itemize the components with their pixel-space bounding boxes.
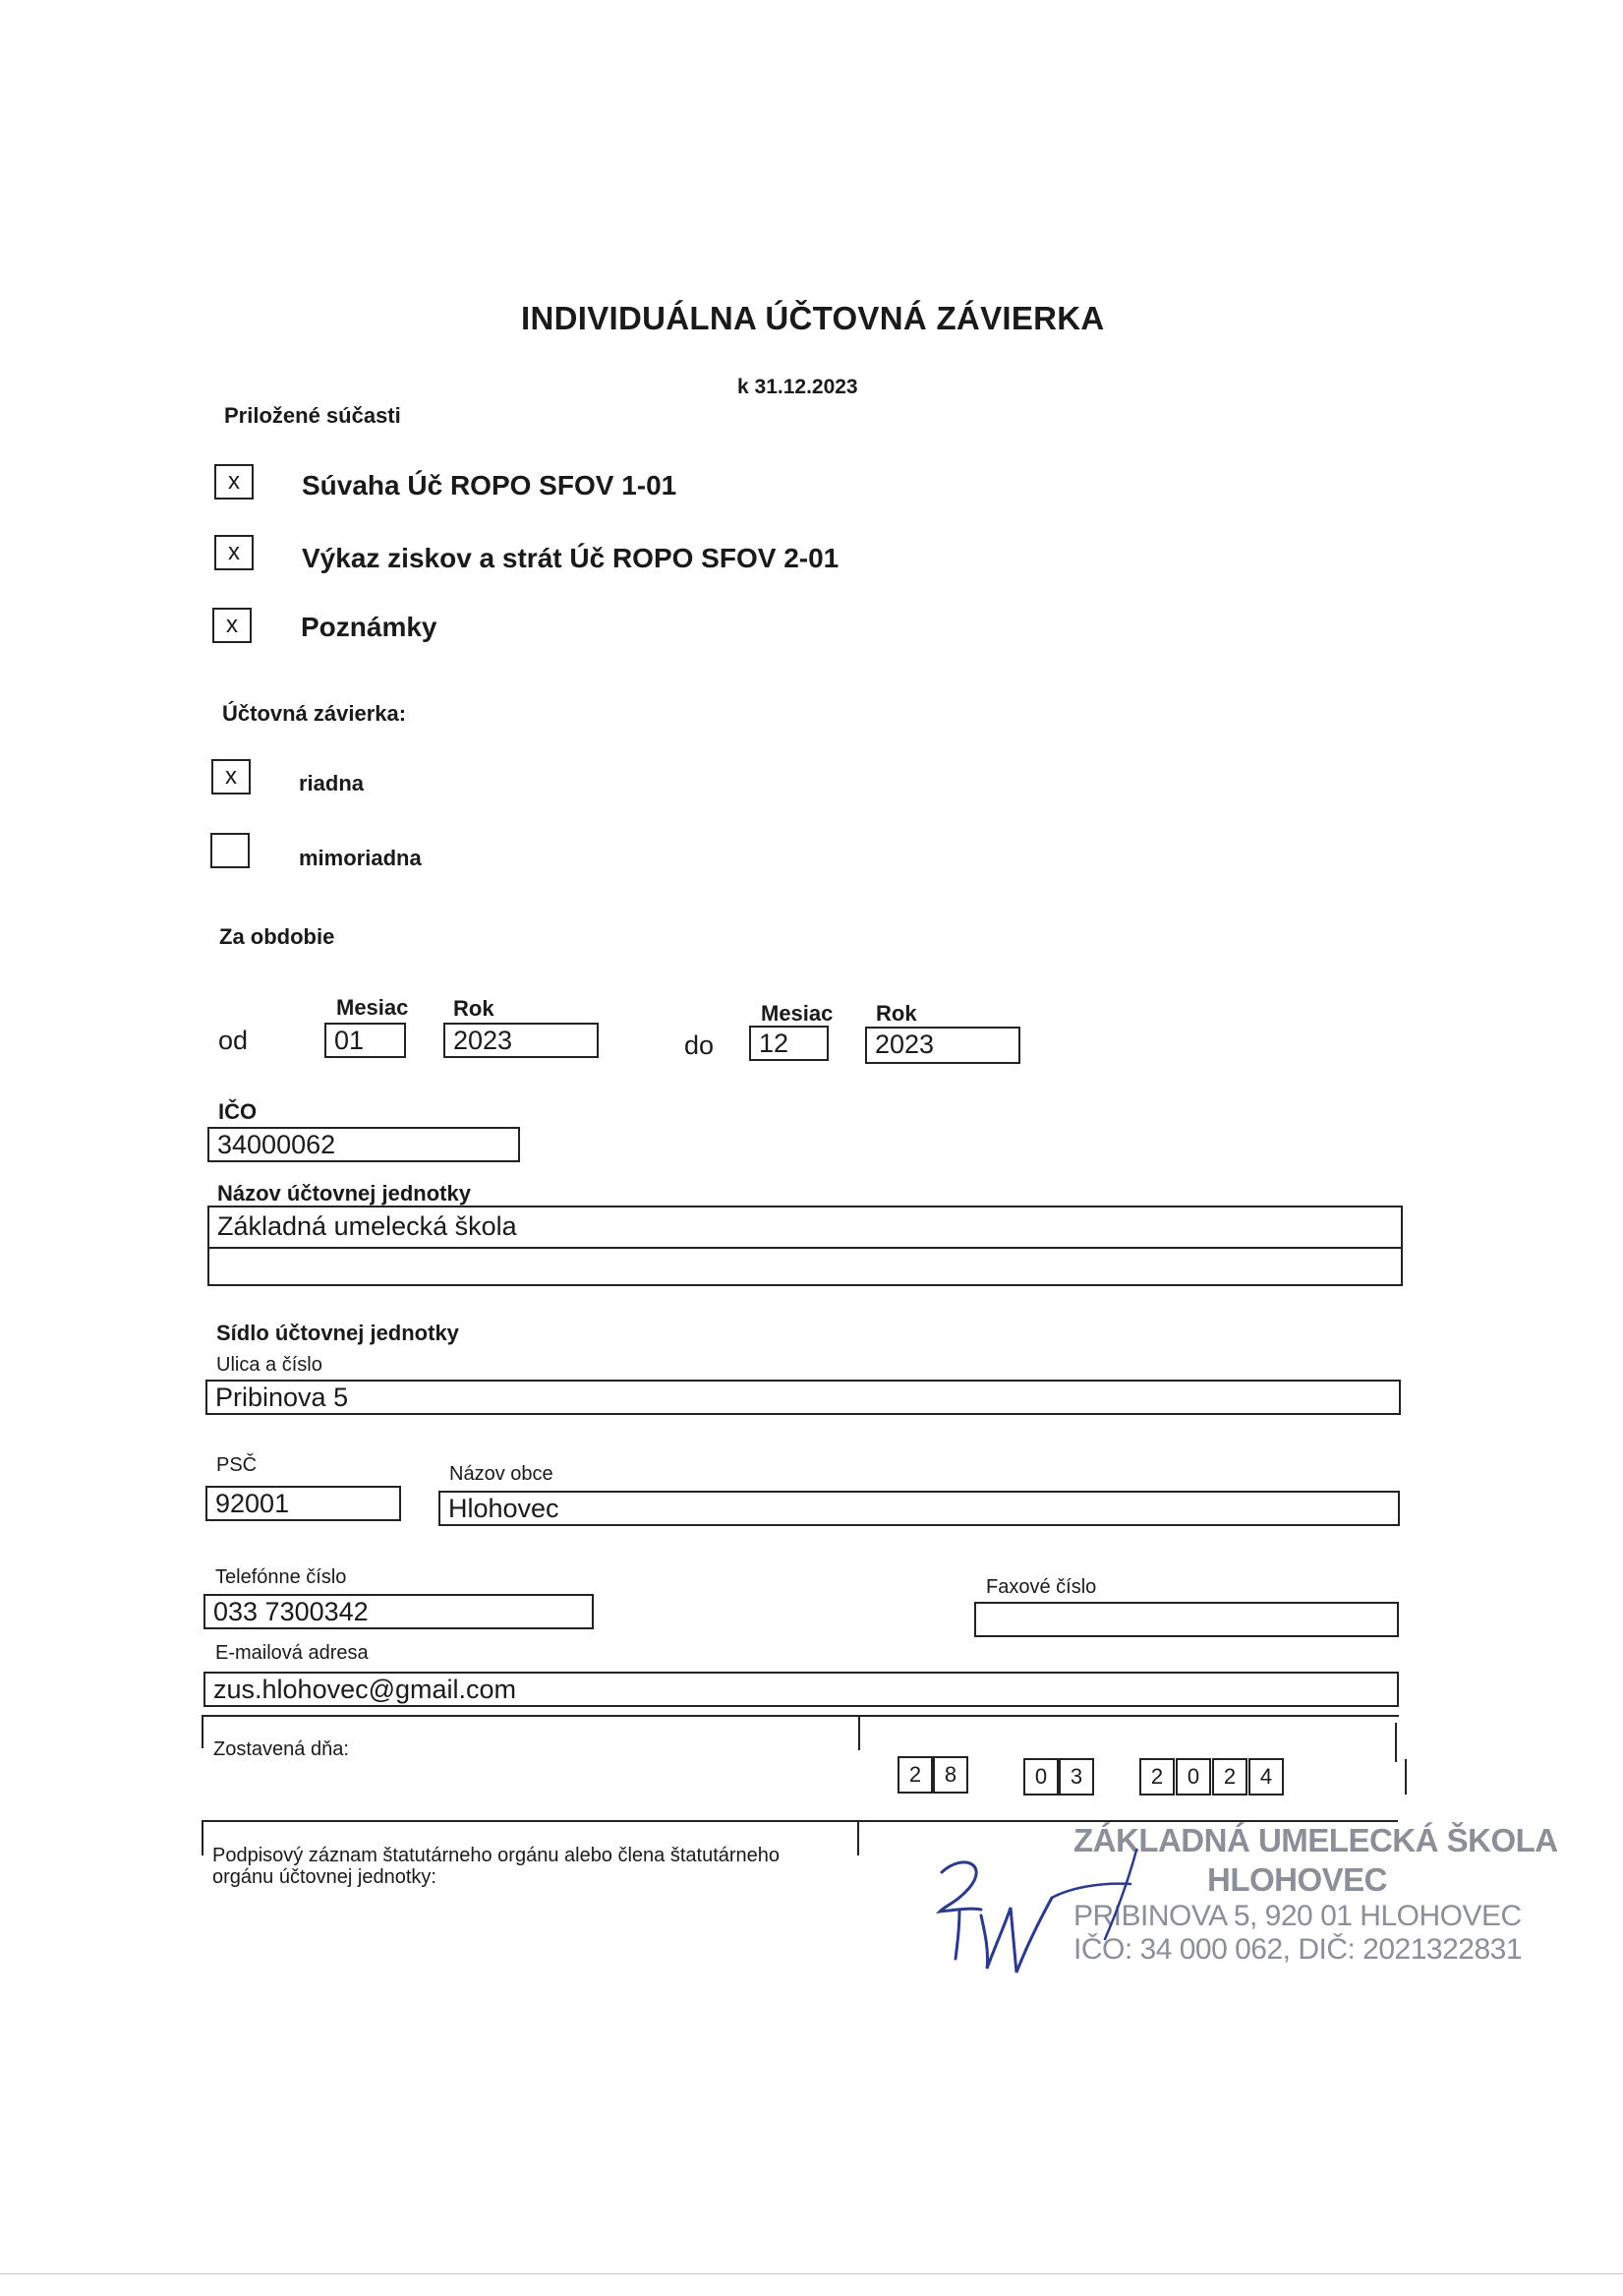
to-year-field[interactable]: 2023	[865, 1027, 1020, 1064]
stamp-line3: PRIBINOVA 5, 920 01 HLOHOVEC	[1073, 1900, 1522, 1932]
statement-extraordinary-checkbox[interactable]	[210, 833, 250, 868]
attachment-balance-label: Súvaha Úč ROPO SFOV 1-01	[302, 470, 677, 500]
compiled-mid-tick	[858, 1715, 860, 1750]
period-label: Za obdobie	[219, 924, 335, 949]
from-year-label: Rok	[453, 996, 494, 1021]
signature-label-line2: orgánu účtovnej jednotky:	[212, 1866, 436, 1888]
entity-name-line2[interactable]	[209, 1249, 1401, 1286]
from-month-field[interactable]: 01	[324, 1023, 406, 1058]
scan-edge-line	[0, 2273, 1623, 2274]
entity-name-label: Názov účtovnej jednotky	[217, 1181, 471, 1206]
statement-regular-checkbox[interactable]: x	[211, 759, 251, 795]
compiled-right-tick-2	[1405, 1759, 1407, 1795]
email-field[interactable]: zus.hlohovec@gmail.com	[203, 1672, 1399, 1707]
city-label: Názov obce	[449, 1463, 553, 1485]
street-field[interactable]: Pribinova 5	[205, 1380, 1401, 1415]
attachments-label: Priložené súčasti	[224, 403, 401, 428]
address-section-label: Sídlo účtovnej jednotky	[216, 1321, 459, 1345]
compiled-year-digit-3[interactable]: 2	[1212, 1758, 1247, 1796]
to-year-label: Rok	[876, 1001, 917, 1026]
attachment-notes-label: Poznámky	[301, 612, 437, 642]
statement-extraordinary-label: mimoriadna	[299, 846, 422, 870]
handwritten-signature	[924, 1849, 1140, 1996]
street-label: Ulica a číslo	[216, 1354, 322, 1376]
compiled-day-digit-1[interactable]: 2	[898, 1756, 933, 1794]
ico-field[interactable]: 34000062	[207, 1127, 520, 1162]
email-label: E-mailová adresa	[215, 1642, 369, 1664]
compiled-day-digit-2[interactable]: 8	[933, 1756, 968, 1794]
from-year-field[interactable]: 2023	[443, 1023, 599, 1058]
signature-left-tick	[202, 1820, 203, 1855]
compiled-label: Zostavená dňa:	[213, 1738, 349, 1760]
entity-name-field[interactable]	[207, 1206, 1403, 1286]
compiled-month-digit-2[interactable]: 3	[1059, 1758, 1094, 1796]
psc-label: PSČ	[216, 1454, 258, 1476]
phone-field[interactable]: 033 7300342	[203, 1594, 594, 1629]
attachment-balance-checkbox[interactable]: x	[214, 464, 254, 500]
entity-name-line1[interactable]: Základná umelecká škola	[209, 1207, 1401, 1249]
statement-type-label: Účtovná závierka:	[222, 701, 407, 726]
compiled-left-tick	[202, 1715, 203, 1748]
ico-label: IČO	[218, 1099, 258, 1124]
compiled-month-digit-1[interactable]: 0	[1023, 1758, 1059, 1796]
compiled-year-digit-2[interactable]: 0	[1176, 1758, 1211, 1796]
document-title: INDIVIDUÁLNA ÚČTOVNÁ ZÁVIERKA	[521, 300, 1105, 336]
to-month-field[interactable]: 12	[749, 1026, 829, 1061]
from-month-label: Mesiac	[336, 995, 409, 1020]
city-field[interactable]: Hlohovec	[438, 1491, 1400, 1526]
stamp-line1: ZÁKLADNÁ UMELECKÁ ŠKOLA	[1073, 1822, 1558, 1858]
compiled-year-digit-4[interactable]: 4	[1248, 1758, 1284, 1796]
stamp-line4: IČO: 34 000 062, DIČ: 2021322831	[1073, 1933, 1523, 1966]
signature-mid-tick	[857, 1820, 859, 1855]
from-label: od	[218, 1026, 249, 1055]
compiled-right-tick	[1395, 1723, 1397, 1762]
attachment-income-label: Výkaz ziskov a strát Úč ROPO SFOV 2-01	[302, 543, 840, 573]
compiled-top-border	[202, 1715, 1399, 1717]
phone-label: Telefónne číslo	[215, 1566, 347, 1588]
compiled-year-digit-1[interactable]: 2	[1139, 1758, 1175, 1796]
attachment-notes-checkbox[interactable]: x	[212, 608, 252, 643]
to-month-label: Mesiac	[761, 1001, 834, 1026]
statement-date: k 31.12.2023	[737, 376, 858, 398]
fax-label: Faxové číslo	[986, 1576, 1097, 1598]
psc-field[interactable]: 92001	[205, 1486, 401, 1521]
signature-label-line1: Podpisový záznam štatutárneho orgánu alebo člena štatutárneho	[212, 1845, 781, 1866]
to-label: do	[684, 1030, 715, 1060]
attachment-income-checkbox[interactable]: x	[214, 535, 254, 570]
statement-regular-label: riadna	[299, 771, 365, 795]
fax-field[interactable]	[974, 1602, 1399, 1637]
stamp-line2: HLOHOVEC	[1207, 1861, 1388, 1898]
